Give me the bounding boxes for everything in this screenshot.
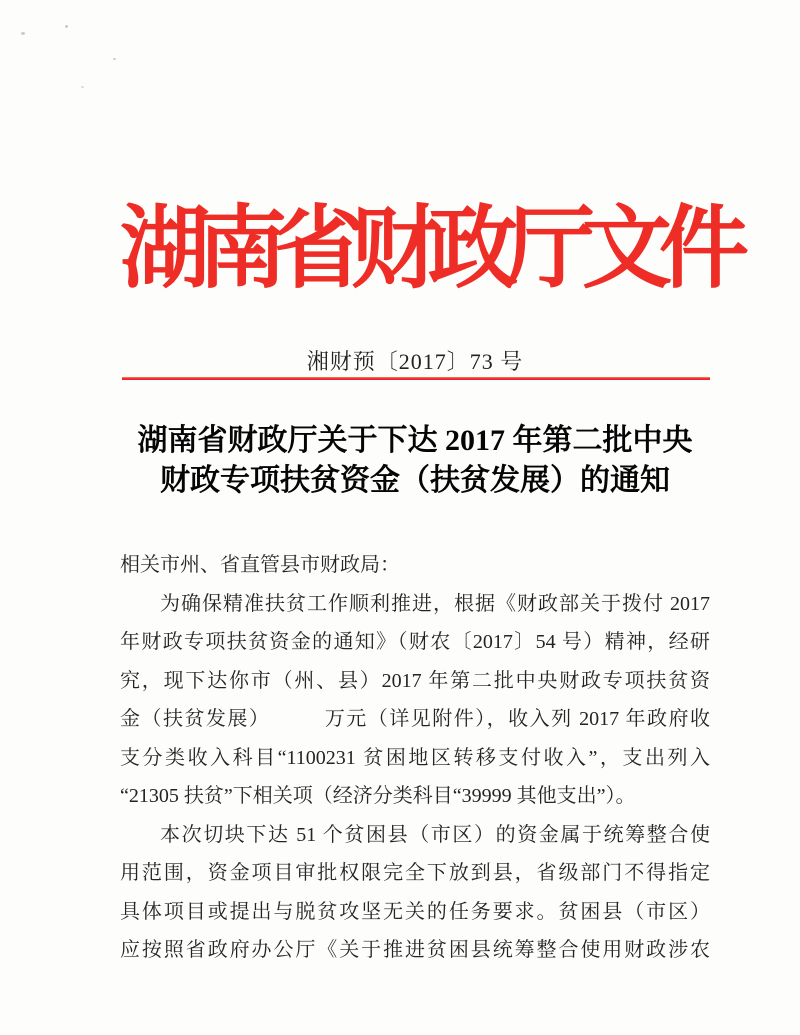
subject-line-1: 湖南省财政厅关于下达 2017 年第二批中央 [137,424,693,457]
body-line: 为确保精准扶贫工作顺利推进，根据《财政部关于拨付 2017 [160,592,710,615]
body-line-amount-blank: 金（扶贫发展） 万元（详见附件），收入列 2017 年政府收 [120,708,710,730]
letterhead-red-rule [122,377,710,380]
letterhead-org-title: 湖南省财政厅文件 [120,200,736,299]
body-line: 具体项目或提出与脱贫攻坚无关的任务要求。贫困县（市区） [120,900,710,923]
document-number: 湘财预〔2017〕73 号 [306,349,524,374]
scan-speck [113,58,116,60]
body-line: 本次切块下达 51 个贫困县（市区）的资金属于统筹整合使 [160,823,710,846]
body-line: “21305 扶贫”下相关项（经济分类科目“39999 其他支出”）。 [120,785,636,807]
body-paragraph-1 [120,585,710,816]
body-line: 应按照省政府办公厅《关于推进贫困县统筹整合使用财政涉农 [120,939,710,961]
document-subject [120,421,710,501]
scan-speck [21,32,25,35]
body-line: 年财政专项扶贫资金的通知》（财农〔2017〕54 号）精神，经研 [120,631,710,653]
body-line: 支分类收入科目“1100231 贫困地区转移支付收入”，支出列入 [120,746,710,769]
scan-speck [65,25,68,28]
document-content [120,0,736,1035]
body-line: 用范围，资金项目审批权限完全下放到县，省级部门不得指定 [120,862,710,884]
subject-line-2: 财政专项扶贫资金（扶贫发展）的通知 [160,464,670,497]
document-body [120,546,710,970]
body-paragraph-2 [120,816,710,970]
body-line: 究，现下达你市（州、县）2017 年第二批中央财政专项扶贫资 [120,669,710,692]
salutation-line: 相关市州、省直管县市财政局： [120,554,400,576]
scan-speck [81,86,84,88]
